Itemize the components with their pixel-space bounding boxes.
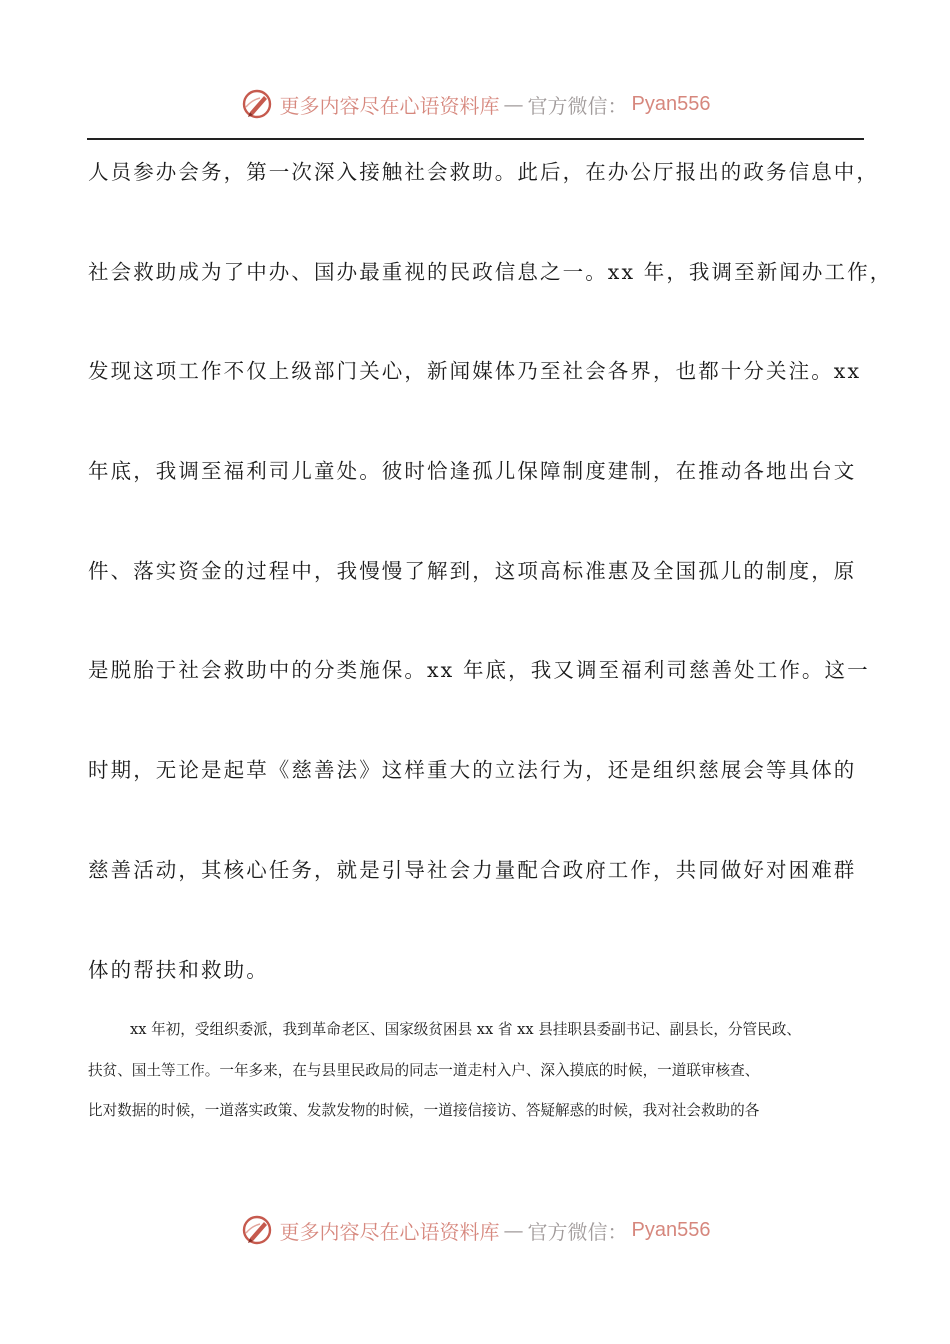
header-divider — [87, 138, 864, 140]
banner-sub-text: 官方微信： — [527, 1219, 628, 1244]
text-line: 社会救助成为了中办、国办最重视的民政信息之一。xx 年，我调至新闻办工作， — [88, 259, 893, 284]
banner-main-text: 更多内容尽在心语资料库 — [279, 1219, 500, 1244]
text-line: 体的帮扶和救助。 — [88, 957, 269, 982]
text-line: xx 年初，受组织委派，我到革命老区、国家级贫困县 xx 省 xx 县挂职县委副书记、副县长，分管民政、 — [130, 1021, 801, 1038]
text-line: 是脱胎于社会救助中的分类施保。xx 年底，我又调至福利司慈善处工作。这一 — [88, 658, 870, 683]
banner-wechat-id: Pyan556 — [631, 1218, 711, 1241]
text-line: 人员参办会务，第一次深入接触社会救助。此后，在办公厅报出的政务信息中， — [88, 160, 879, 184]
text-line: 时期，无论是起草《慈善法》这样重大的立法行为，还是组织慈展会等具体的 — [88, 758, 857, 783]
body-paragraph-small — [88, 1012, 878, 1134]
banner-dash: — — [503, 92, 524, 116]
header-banner — [0, 84, 950, 124]
banner-wechat-id: Pyan556 — [631, 92, 711, 115]
text-line: 扶贫、国土等工作。一年多来，在与县里民政局的同志一道走村入户、深入摸底的时候，一道联审核查、 — [88, 1061, 760, 1079]
header-banner-content — [240, 86, 711, 122]
text-line: 慈善活动，其核心任务，就是引导社会力量配合政府工作，共同做好对困难群 — [88, 857, 857, 882]
banner-sub-text: 官方微信： — [527, 93, 628, 118]
text-line: 比对数据的时候，一道落实政策、发款发物的时候，一道接信接访、答疑解惑的时候，我对社会救助的各 — [88, 1102, 760, 1119]
footer-banner-content — [240, 1212, 711, 1248]
banner-main-text: 更多内容尽在心语资料库 — [279, 93, 500, 118]
text-line: 发现这项工作不仅上级部门关心，新闻媒体乃至社会各界，也都十分关注。xx — [88, 359, 862, 384]
text-line: 年底，我调至福利司儿童处。彼时恰逢孤儿保障制度建制，在推动各地出台文 — [88, 459, 857, 484]
pen-logo-icon — [240, 86, 276, 122]
banner-dash: — — [503, 1218, 524, 1242]
body-paragraph-large — [88, 150, 893, 1047]
pen-logo-icon — [240, 1212, 276, 1248]
text-line: 件、落实资金的过程中，我慢慢了解到，这项高标准惠及全国孤儿的制度，原 — [88, 558, 857, 583]
footer-banner — [0, 1210, 950, 1250]
